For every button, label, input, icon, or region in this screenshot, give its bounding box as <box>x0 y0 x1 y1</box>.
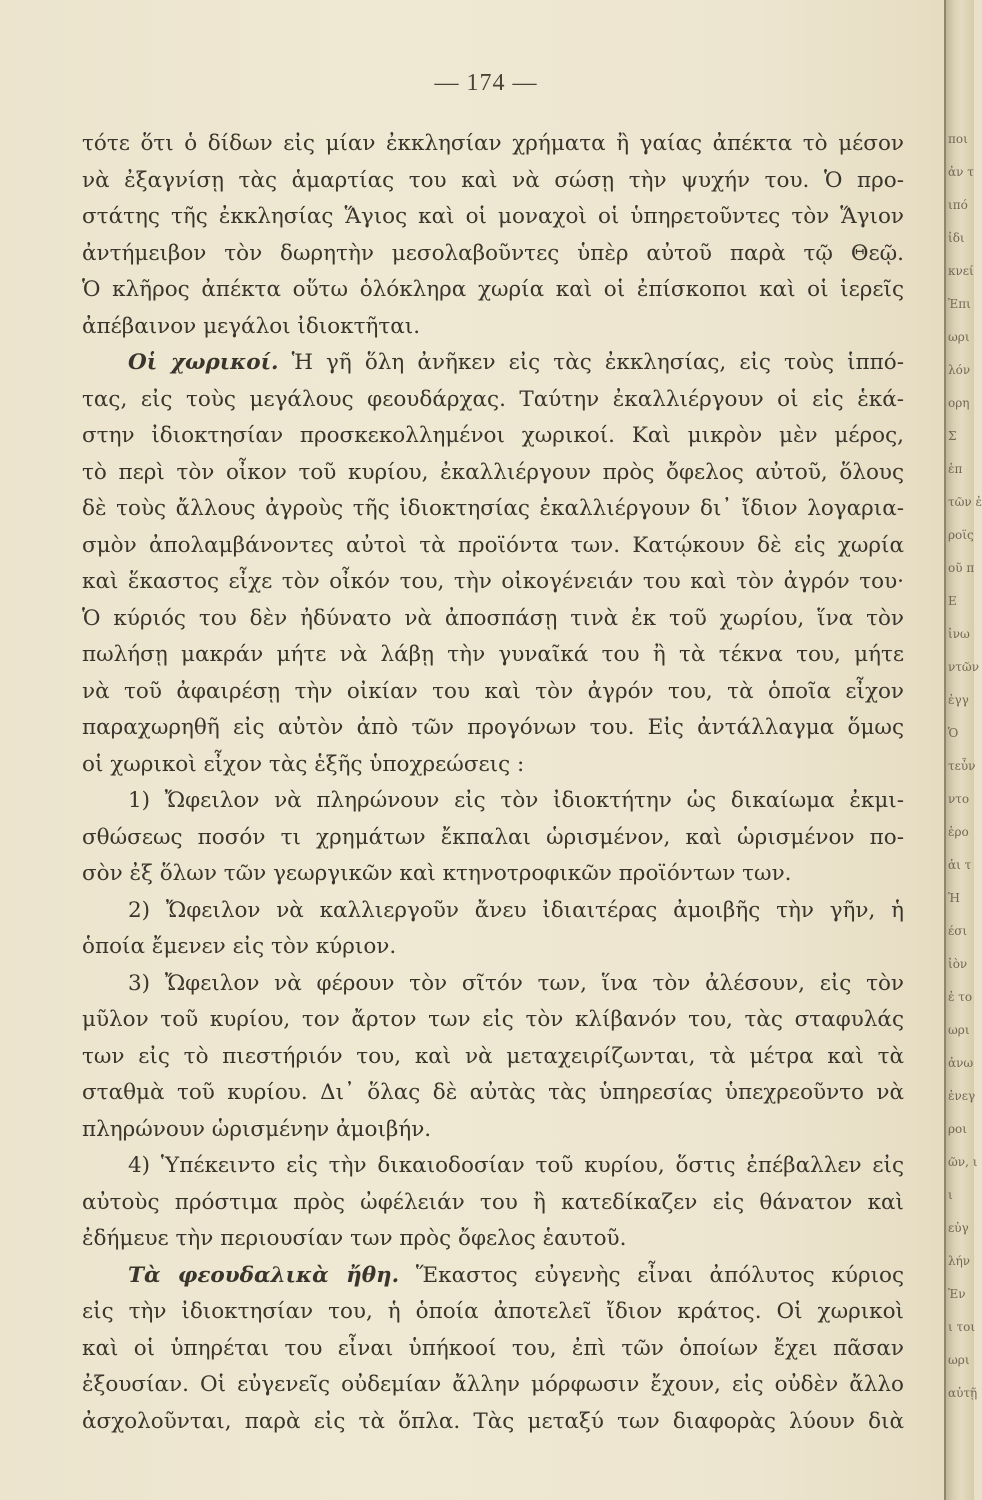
facing-page-fragment: ιπό <box>948 198 968 212</box>
facing-page-fragment: ροι <box>948 1122 967 1136</box>
line-text: ἐξουσίαν. Οἱ εὐγενεῖς οὐδεμίαν ἄλλην μόρφωσιν ἔχουν, εἰς οὐδὲν ἄλλο <box>82 1372 904 1397</box>
text-line <box>82 674 904 711</box>
facing-page-fragment: Ὁ <box>948 726 959 740</box>
facing-page-fragment: ἀνω <box>948 1056 974 1070</box>
page-text <box>82 126 904 1440</box>
facing-page-fragment: ροϊς <box>948 528 974 542</box>
facing-page-fragment: τεὖν <box>948 759 976 773</box>
text-line <box>82 199 904 236</box>
line-text: καὶ ἕκαστος εἶχε τὸν οἶκόν του, τὴν οἰκογένειάν του καὶ τὸν ἀγρόν του· <box>82 569 904 594</box>
facing-page-fragment: ἑπ <box>948 462 963 476</box>
text-line <box>82 747 904 784</box>
line-text: 4) Ὑπέκειντο εἰς τὴν δικαιοδοσίαν τοῦ κυρίου, ὅστις ἐπέβαλλεν εἰς <box>128 1153 904 1178</box>
text-line <box>82 1148 904 1185</box>
line-text: Ὁ κύριός του δὲν ἠδύνατο νὰ ἀποσπάσῃ τινὰ ἐκ τοῦ χωρίου, ἵνα τὸν <box>82 605 904 631</box>
text-line <box>82 528 904 565</box>
facing-page-fragment: Ἐν <box>948 1287 966 1301</box>
text-line <box>82 856 904 893</box>
facing-page-fragment: λόν <box>948 363 971 377</box>
facing-page-fragment: ἰνω <box>948 627 970 641</box>
facing-page-fragment: ωρι <box>948 1023 970 1037</box>
line-text: καὶ οἱ ὑπηρέται του εἶναι ὑπήκοοί του, ἐπὶ τῶν ὁποίων ἔχει πᾶσαν <box>82 1335 904 1361</box>
text-line <box>82 966 904 1003</box>
text-line <box>82 1112 904 1149</box>
line-text: 3) Ὤφειλον νὰ φέρουν τὸν σῖτόν των, ἵνα τὸν ἀλέσουν, εἰς τὸν <box>128 970 904 996</box>
facing-page-fragment: ἐγγ <box>948 693 969 707</box>
facing-page-fragment: ποι <box>948 132 968 146</box>
facing-page-fragment: Σ <box>948 429 957 443</box>
line-text: σὸν ἐξ ὅλων τῶν γεωργικῶν καὶ κτηνοτροφικῶν προϊόντων των. <box>82 861 792 886</box>
text-line <box>82 564 904 601</box>
line-text: Ἕκαστος εὐγενὴς εἶναι ἀπόλυτος κύριος <box>399 1262 904 1288</box>
line-text: 1) Ὤφειλον νὰ πληρώνουν εἰς τὸν ἰδιοκτήτην ὡς δικαίωμα ἐκμι- <box>128 788 904 813</box>
line-text: στάτης τῆς ἐκκλησίας Ἅγιος καὶ οἱ μοναχοὶ οἱ ὑπηρετοῦντες τὸν Ἅγιον <box>82 204 904 229</box>
line-text: ἐδήμευε τὴν περιουσίαν των πρὸς ὄφελος ἑαυτοῦ. <box>82 1226 627 1251</box>
facing-page-fragment: τῶν ἐ <box>948 495 982 509</box>
text-line <box>82 1039 904 1076</box>
facing-page-fragment: ορη <box>948 396 970 410</box>
text-line <box>82 1294 904 1331</box>
line-text: πληρώνουν ὡρισμένην ἀμοιβήν. <box>82 1116 432 1142</box>
line-text: σμὸν ἀπολαμβάνοντες αὐτοὶ τὰ προϊόντα των. Κατῴκουν δὲ εἰς χωρία <box>82 532 904 558</box>
facing-page-fragment: λήν <box>948 1254 971 1268</box>
text-line <box>82 820 904 857</box>
facing-page-fragment: Ε <box>948 594 957 608</box>
line-text: ἀντήμειβον τὸν δωρητὴν μεσολαβοῦντες ὑπὲρ αὐτοῦ παρὰ τῷ Θεῷ. <box>82 240 904 266</box>
facing-page-fragment: οῦ π <box>948 561 975 575</box>
text-line <box>82 1221 904 1258</box>
text-line <box>82 1367 904 1404</box>
facing-page-fragment: ντο <box>948 792 970 806</box>
facing-page-fragment: Ἐπι <box>948 297 971 311</box>
text-line <box>82 163 904 200</box>
text-line <box>82 1075 904 1112</box>
facing-page-edge <box>944 0 982 1500</box>
facing-page-fragment: αὐτῇ <box>948 1386 978 1400</box>
facing-page-fragment: ῶν, ι <box>948 1155 978 1169</box>
facing-page-fragment: ἑρο <box>948 825 969 839</box>
line-text: οἱ χωρικοὶ εἶχον τὰς ἑξῆς ὑποχρεώσεις : <box>82 751 525 777</box>
text-line <box>82 1331 904 1368</box>
line-text: μῦλον τοῦ κυρίου, τον ἄρτον των εἰς τὸν κλίβανόν του, τὰς σταφυλάς <box>82 1007 904 1032</box>
section-heading: Οἱ χωρικοί. <box>128 350 279 375</box>
line-text: των εἰς τὸ πιεστήριόν του, καὶ νὰ μεταχειρίζωνται, τὰ μέτρα καὶ τὰ <box>82 1043 904 1069</box>
section-heading: Τὰ φεουδαλικὰ ἤθη. <box>128 1262 400 1288</box>
text-line <box>82 1258 904 1295</box>
text-line <box>82 126 904 163</box>
text-line <box>82 272 904 309</box>
facing-page-fragment: ἰὸν <box>948 957 968 971</box>
line-text: σταθμὰ τοῦ κυρίου. Δι᾽ ὅλας δὲ αὐτὰς τὰς ὑπηρεσίας ὑπεχρεοῦντο νὰ <box>82 1080 904 1105</box>
line-text: ἀπέβαινον μεγάλοι ἰδιοκτῆται. <box>82 313 421 339</box>
line-text: δὲ τοὺς ἄλλους ἀγροὺς τῆς ἰδιοκτησίας ἐκαλλιέργουν δι᾽ ἴδιον λογαρια- <box>82 496 904 521</box>
text-line <box>82 783 904 820</box>
facing-page-fragment: ἐ το <box>948 990 973 1004</box>
text-line <box>82 893 904 930</box>
text-line <box>82 418 904 455</box>
line-text: τας, εἰς τοὺς μεγάλους φεουδάρχας. Ταύτην ἐκαλλιέργουν οἱ εἰς ἑκά- <box>82 386 904 412</box>
facing-page-fragment: ἐνεγ <box>948 1089 976 1103</box>
text-line <box>82 309 904 346</box>
line-text: νὰ τοῦ ἀφαιρέσῃ τὴν οἰκίαν του καὶ τὸν ἀγρόν του, τὰ ὁποῖα εἶχον <box>82 678 904 704</box>
facing-page-fragment: ι <box>948 1188 953 1202</box>
text-line <box>82 1404 904 1441</box>
text-line <box>82 929 904 966</box>
facing-page-fragment: έσι <box>948 924 968 938</box>
text-line <box>82 710 904 747</box>
line-text: τότε ὅτι ὁ δίδων εἰς μίαν ἐκκλησίαν χρήματα ἢ γαίας ἀπέκτα τὸ μέσον <box>82 131 904 156</box>
page-number: — 174 — <box>434 70 538 96</box>
text-line <box>82 491 904 528</box>
facing-page-fragment: κνεί <box>948 264 974 278</box>
facing-page-fragment: εὐγ <box>948 1221 969 1235</box>
line-text: σθώσεως ποσόν τι χρημάτων ἔκπαλαι ὡρισμένον, καὶ ὡρισμένον πο- <box>82 824 904 850</box>
line-text: 2) Ὤφειλον νὰ καλλιεργοῦν ἄνευ ἰδιαιτέρας ἀμοιβῆς τὴν γῆν, ἡ <box>128 897 904 923</box>
text-line <box>82 601 904 638</box>
line-text: αὐτοὺς πρόστιμα πρὸς ὠφέλειάν του ἢ κατεδίκαζεν εἰς θάνατον καὶ <box>82 1189 904 1215</box>
line-text: τὸ περὶ τὸν οἶκον τοῦ κυρίου, ἐκαλλιέργουν πρὸς ὄφελος αὐτοῦ, ὅλους <box>82 459 904 485</box>
line-text: Ἡ γῆ ὅλη ἀνῆκεν εἰς τὰς ἐκκλησίας, εἰς τοὺς ἱππό- <box>278 350 904 375</box>
facing-page-fragment: ωρι <box>948 1353 970 1367</box>
line-text: στην ἰδιοκτησίαν προσκεκολλημένοι χωρικοί. Καὶ μικρὸν μὲν μέρος, <box>82 423 904 448</box>
text-line <box>82 1185 904 1222</box>
facing-page-fragment: ι τοι <box>948 1320 976 1334</box>
facing-page-fragment: ωρι <box>948 330 970 344</box>
facing-page-fragment: ντῶν <box>948 660 980 674</box>
line-text: παραχωρηθῆ εἰς αὐτὸν ἀπὸ τῶν προγόνων του. Εἰς ἀντάλλαγμα ὅμως <box>82 715 904 740</box>
line-text: ἀσχολοῦνται, παρὰ εἰς τὰ ὅπλα. Τὰς μεταξύ των διαφορὰς λύουν διὰ <box>82 1408 904 1434</box>
line-text: Ὁ κλῆρος ἀπέκτα οὕτω ὁλόκληρα χωρία καὶ οἱ ἐπίσκοποι καὶ οἱ ἱερεῖς <box>82 277 904 302</box>
text-line <box>82 1002 904 1039</box>
text-line <box>82 382 904 419</box>
facing-page-fragment: ἰδι <box>948 231 965 245</box>
line-text: ὁποία ἔμενεν εἰς τὸν κύριον. <box>82 934 397 959</box>
facing-page-fragment: Ἡ <box>948 891 960 905</box>
text-line <box>82 455 904 492</box>
text-line <box>82 345 904 382</box>
text-line <box>82 236 904 273</box>
facing-page-fragment: ἁι τ <box>948 858 972 872</box>
text-line <box>82 637 904 674</box>
line-text: εἰς τὴν ἰδιοκτησίαν του, ἡ ὁποία ἀποτελεῖ ἴδιον κράτος. Οἱ χωρικοὶ <box>82 1299 904 1324</box>
line-text: νὰ ἐξαγνίσῃ τὰς ἁμαρτίας του καὶ νὰ σώσῃ τὴν ψυχήν του. Ὁ προ- <box>82 167 904 193</box>
facing-page-fragment: ἀν τ <box>948 165 974 179</box>
line-text: πωλήσῃ μακράν μήτε νὰ λάβῃ τὴν γυναῖκά του ἢ τὰ τέκνα του, μήτε <box>82 642 904 667</box>
